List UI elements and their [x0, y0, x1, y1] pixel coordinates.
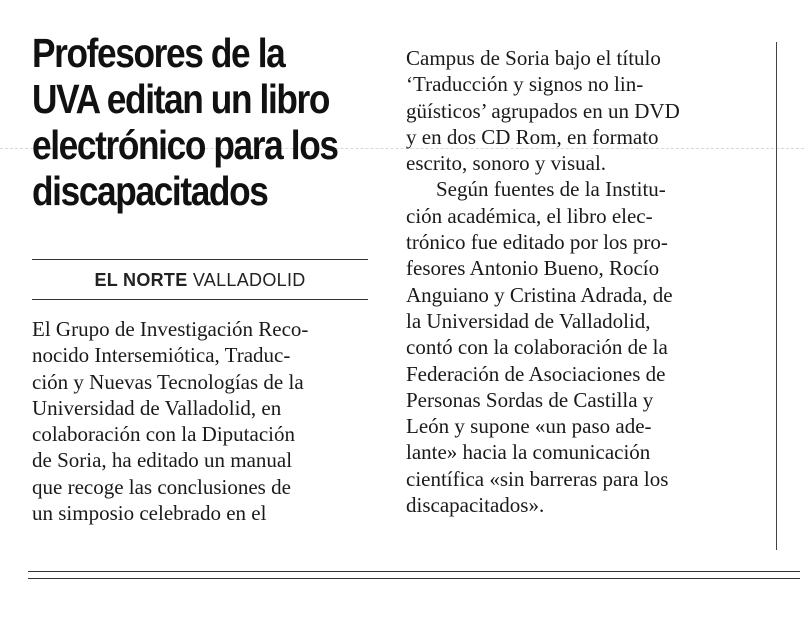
body-line: Anguiano y Cristina Adrada, de	[406, 282, 673, 307]
body-line: Personas Sordas de Castilla y	[406, 387, 654, 412]
column-divider	[776, 42, 777, 550]
body-line: León y supone «un paso ade-	[406, 414, 652, 439]
body-line: ción y Nuevas Tecnologías de la	[32, 369, 304, 394]
byline	[32, 266, 368, 294]
body-line: de Soria, ha editado un manual	[32, 448, 293, 473]
footer-rule	[28, 571, 800, 572]
body-column-left	[32, 316, 372, 526]
byline-top-rule	[32, 259, 368, 260]
body-line: Federación de Asociaciones de	[406, 361, 666, 386]
body-line: científica «sin barreras para los	[406, 466, 669, 491]
body-line: la Universidad de Valladolid,	[406, 308, 651, 333]
body-line: fesores Antonio Bueno, Rocío	[406, 256, 660, 281]
headline-line: discapacitados	[32, 168, 268, 214]
body-line: El Grupo de Investigación Reco-	[32, 317, 309, 341]
body-column-right	[406, 45, 751, 518]
headline-line: Profesores de la	[32, 30, 285, 76]
body-line: ‘Traducción y signos no lin-	[406, 72, 644, 97]
body-line: escrito, sonoro y visual.	[406, 151, 607, 176]
body-line: ción académica, el libro elec-	[406, 203, 653, 228]
byline-outlet: EL NORTE	[94, 270, 188, 290]
headline-line: UVA editan un libro	[32, 76, 330, 122]
body-line: Campus de Soria bajo el título	[406, 46, 661, 70]
body-line: lante» hacia la comunicación	[406, 440, 651, 465]
body-line: colaboración con la Diputación	[32, 422, 295, 447]
byline-location: VALLADOLID	[192, 270, 306, 290]
headline	[32, 30, 376, 214]
body-line: Universidad de Valladolid, en	[32, 395, 282, 420]
body-line: contó con la colaboración de la	[406, 335, 668, 360]
body-line: que recoge las conclusiones de	[32, 474, 291, 499]
body-line: trónico fue editado por los pro-	[406, 230, 668, 255]
body-line: un simposio celebrado en el	[32, 501, 267, 526]
body-line: nocido Intersemiótica, Traduc-	[32, 343, 291, 368]
footer-rule	[28, 578, 800, 579]
body-line: güísticos’ agrupados en un DVD	[406, 98, 680, 123]
body-line: discapacitados».	[406, 493, 545, 518]
headline-line: electrónico para los	[32, 122, 338, 168]
byline-bottom-rule	[32, 299, 368, 300]
paragraph-start-line: Según fuentes de la Institu-	[436, 177, 666, 202]
body-line: y en dos CD Rom, en formato	[406, 124, 659, 149]
